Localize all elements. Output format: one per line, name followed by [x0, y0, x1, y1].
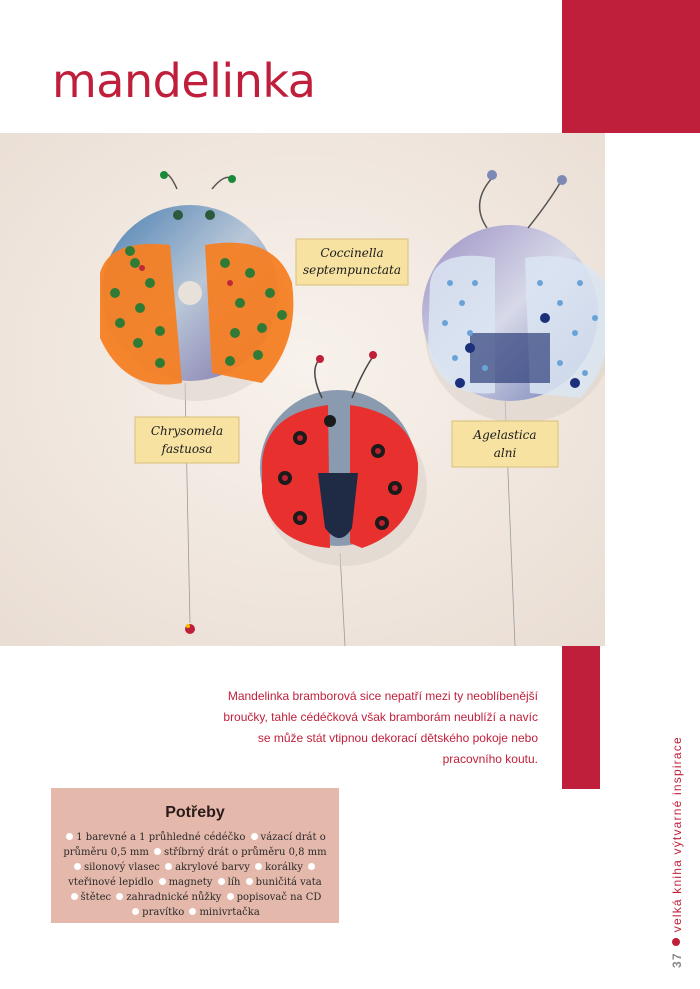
needs-list: [61, 830, 329, 920]
needs-item: akrylové barvy: [175, 862, 250, 873]
needs-item: silonový vlasec: [83, 862, 160, 873]
bullet-icon: [218, 878, 225, 885]
description-line: se může stát vtipnou dekorací dětského pokoje nebo: [257, 731, 538, 745]
needs-item: stříbrný drát o průměru 0,8 mm: [164, 847, 327, 858]
top-accent-block: [562, 0, 700, 133]
needs-item: vteřinové lepidlo: [68, 877, 154, 888]
label-coccinella: [296, 239, 408, 285]
label-chrysomela-line2: fastuosa: [161, 442, 213, 456]
needs-item: štětec: [80, 892, 112, 903]
needs-item: vázací drát o průměru 0,5 mm: [63, 832, 326, 858]
bullet-icon: [227, 893, 234, 900]
needs-title: Potřeby: [165, 804, 225, 821]
side-accent-block: [562, 646, 600, 789]
description-line: broučky, tahle cédéčková však bramborám neublíží a navíc: [223, 710, 538, 724]
bullet-icon: [71, 893, 78, 900]
page-number: 37: [670, 952, 684, 968]
needs-item: buničitá vata: [255, 877, 322, 888]
bullet-icon: [189, 908, 196, 915]
label-chrysomela: [135, 417, 239, 463]
page-title: mandelinka: [52, 54, 316, 108]
bullet-icon: [74, 863, 81, 870]
label-coccinella-line2: septempunctata: [302, 263, 402, 277]
description: [222, 686, 538, 770]
book-title: velká kniha výtvarné inspirace: [670, 736, 684, 933]
bullet-icon: [132, 908, 139, 915]
label-agelastica-line2: alni: [493, 446, 517, 460]
bullet-icon: [308, 863, 315, 870]
label-coccinella-line1: Coccinella: [320, 246, 384, 260]
needs-item: minivrtačka: [199, 907, 260, 918]
ladybug-photo: [0, 133, 605, 646]
description-line: Mandelinka bramborová sice nepatří mezi ty neoblíbenější: [227, 689, 538, 703]
bullet-icon: [116, 893, 123, 900]
bullet-icon: [255, 863, 262, 870]
needs-item: pravítko: [142, 907, 185, 918]
footer-dot-icon: [672, 938, 680, 946]
bullet-icon: [246, 878, 253, 885]
vertical-footer: [670, 736, 684, 968]
bullet-icon: [66, 833, 73, 840]
bullet-icon: [165, 863, 172, 870]
label-chrysomela-line1: Chrysomela: [150, 424, 224, 438]
needs-item: popisovač na CD: [236, 892, 322, 903]
needs-box: [51, 788, 339, 923]
needs-item: zahradnické nůžky: [126, 892, 222, 903]
label-agelastica: [452, 421, 558, 467]
needs-item: magnety: [168, 877, 213, 888]
needs-item: 1 barevné a 1 průhledné cédéčko: [76, 832, 246, 843]
bullet-icon: [154, 848, 161, 855]
label-agelastica-line1: Agelastica: [473, 428, 537, 442]
description-line: pracovního koutu.: [442, 752, 538, 766]
bullet-icon: [159, 878, 166, 885]
needs-item: líh: [227, 877, 241, 888]
needs-item: korálky: [265, 862, 303, 873]
bullet-icon: [251, 833, 258, 840]
